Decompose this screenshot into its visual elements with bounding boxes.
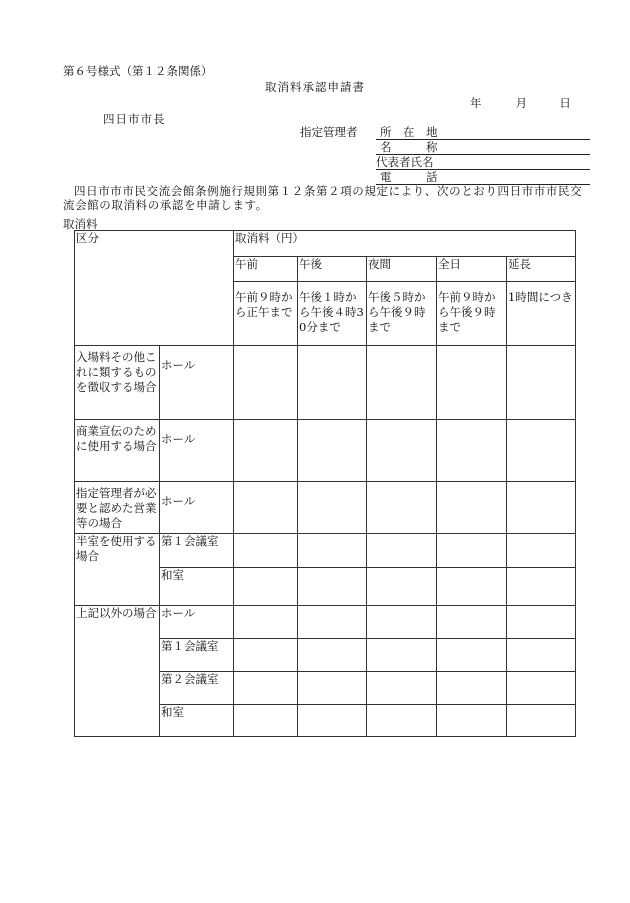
document-title: 取消料承認申請書 bbox=[265, 80, 365, 94]
form-id: 第６号様式（第１２条関係） bbox=[63, 64, 213, 78]
fee-input-cell[interactable] bbox=[298, 705, 367, 737]
fee-input-cell[interactable] bbox=[437, 534, 507, 568]
table-row bbox=[75, 482, 576, 534]
manager-phone-label: 電 話 bbox=[380, 170, 438, 184]
fee-input-cell[interactable] bbox=[234, 672, 298, 705]
fee-input-cell[interactable] bbox=[437, 482, 507, 534]
fee-input-cell[interactable] bbox=[367, 534, 437, 568]
fee-input-cell[interactable] bbox=[234, 639, 298, 672]
fee-input-cell[interactable] bbox=[507, 705, 576, 737]
room-label: ホール bbox=[160, 420, 234, 482]
fee-input-cell[interactable] bbox=[437, 672, 507, 705]
fee-input-cell[interactable] bbox=[367, 568, 437, 606]
addressee: 四日市市長 bbox=[103, 112, 166, 126]
manager-label: 指定管理者 bbox=[300, 125, 358, 139]
room-label: ホール bbox=[160, 346, 234, 420]
fee-input-cell[interactable] bbox=[234, 420, 298, 482]
fee-input-cell[interactable] bbox=[367, 672, 437, 705]
room-label: 第１会議室 bbox=[160, 534, 234, 568]
fee-input-cell[interactable] bbox=[507, 606, 576, 639]
fee-input-cell[interactable] bbox=[298, 672, 367, 705]
fee-input-cell[interactable] bbox=[437, 346, 507, 420]
table-row bbox=[75, 534, 576, 568]
room-label: 第２会議室 bbox=[160, 672, 234, 705]
period-time-4: 1時間につき bbox=[507, 282, 576, 346]
manager-name-label: 名 称 bbox=[380, 140, 438, 154]
table-row bbox=[75, 420, 576, 482]
period-name-0: 午前 bbox=[234, 257, 298, 282]
date-day: 日 bbox=[559, 96, 571, 110]
fee-input-cell[interactable] bbox=[437, 705, 507, 737]
fee-input-cell[interactable] bbox=[298, 568, 367, 606]
fee-input-cell[interactable] bbox=[437, 639, 507, 672]
table-row bbox=[75, 346, 576, 420]
fee-input-cell[interactable] bbox=[298, 420, 367, 482]
group-label-1: 商業宣伝のために使用する場合 bbox=[75, 420, 160, 482]
fee-input-cell[interactable] bbox=[234, 705, 298, 737]
table-row bbox=[75, 606, 576, 639]
fee-input-cell[interactable] bbox=[298, 639, 367, 672]
section-label: 取消料 bbox=[63, 217, 98, 231]
manager-rep-label: 代表者氏名 bbox=[376, 155, 434, 169]
fee-input-cell[interactable] bbox=[507, 534, 576, 568]
kubun-header: 区分 bbox=[75, 231, 234, 346]
manager-name-line bbox=[376, 140, 590, 155]
manager-phone-line bbox=[376, 170, 590, 185]
fee-input-cell[interactable] bbox=[234, 346, 298, 420]
fee-input-cell[interactable] bbox=[367, 420, 437, 482]
period-name-4: 延長 bbox=[507, 257, 576, 282]
fee-header: 取消料（円） bbox=[234, 231, 576, 257]
fee-input-cell[interactable] bbox=[507, 639, 576, 672]
group-label-0: 入場料その他これに類するものを徴収する場合 bbox=[75, 346, 160, 420]
period-time-1: 午後１時から午後４時30分まで bbox=[298, 282, 367, 346]
fee-input-cell[interactable] bbox=[298, 534, 367, 568]
group-label-2: 指定管理者が必要と認めた営業等の場合 bbox=[75, 482, 160, 534]
fee-input-cell[interactable] bbox=[507, 482, 576, 534]
room-label: 第１会議室 bbox=[160, 639, 234, 672]
fee-input-cell[interactable] bbox=[437, 568, 507, 606]
fee-input-cell[interactable] bbox=[367, 482, 437, 534]
period-time-0: 午前９時から正午まで bbox=[234, 282, 298, 346]
period-time-2: 午後５時から午後９時まで bbox=[367, 282, 437, 346]
manager-rep-line bbox=[376, 155, 590, 170]
fee-input-cell[interactable] bbox=[367, 639, 437, 672]
fee-input-cell[interactable] bbox=[507, 568, 576, 606]
period-time-3: 午前９時から午後９時まで bbox=[437, 282, 507, 346]
period-name-1: 午後 bbox=[298, 257, 367, 282]
fee-input-cell[interactable] bbox=[298, 482, 367, 534]
period-name-2: 夜間 bbox=[367, 257, 437, 282]
manager-address-line bbox=[376, 125, 590, 140]
room-label: 和室 bbox=[160, 568, 234, 606]
fee-input-cell[interactable] bbox=[437, 606, 507, 639]
room-label: ホール bbox=[160, 482, 234, 534]
fee-input-cell[interactable] bbox=[437, 420, 507, 482]
fee-input-cell[interactable] bbox=[507, 420, 576, 482]
fee-input-cell[interactable] bbox=[234, 534, 298, 568]
fee-input-cell[interactable] bbox=[507, 672, 576, 705]
date-year: 年 bbox=[470, 96, 482, 110]
fee-input-cell[interactable] bbox=[234, 568, 298, 606]
room-label: ホール bbox=[160, 606, 234, 639]
fee-input-cell[interactable] bbox=[298, 606, 367, 639]
fee-input-cell[interactable] bbox=[367, 705, 437, 737]
date-month: 月 bbox=[515, 96, 528, 110]
group-label-3: 半室を使用する場合 bbox=[75, 534, 160, 606]
period-name-3: 全日 bbox=[437, 257, 507, 282]
room-label: 和室 bbox=[160, 705, 234, 737]
group-label-4: 上記以外の場合 bbox=[75, 606, 160, 737]
cancellation-fee-table bbox=[74, 230, 576, 737]
fee-input-cell[interactable] bbox=[234, 606, 298, 639]
manager-address-label: 所 在 地 bbox=[380, 125, 438, 139]
fee-input-cell[interactable] bbox=[367, 606, 437, 639]
fee-input-cell[interactable] bbox=[507, 346, 576, 420]
date-row bbox=[470, 96, 571, 110]
application-statement: 四日市市市民交流会館条例施行規則第１２条第２項の規定により、次のとおり四日市市市民交流会館の取消料の承認を申請します。 bbox=[63, 184, 583, 212]
fee-input-cell[interactable] bbox=[367, 346, 437, 420]
fee-input-cell[interactable] bbox=[234, 482, 298, 534]
fee-input-cell[interactable] bbox=[298, 346, 367, 420]
